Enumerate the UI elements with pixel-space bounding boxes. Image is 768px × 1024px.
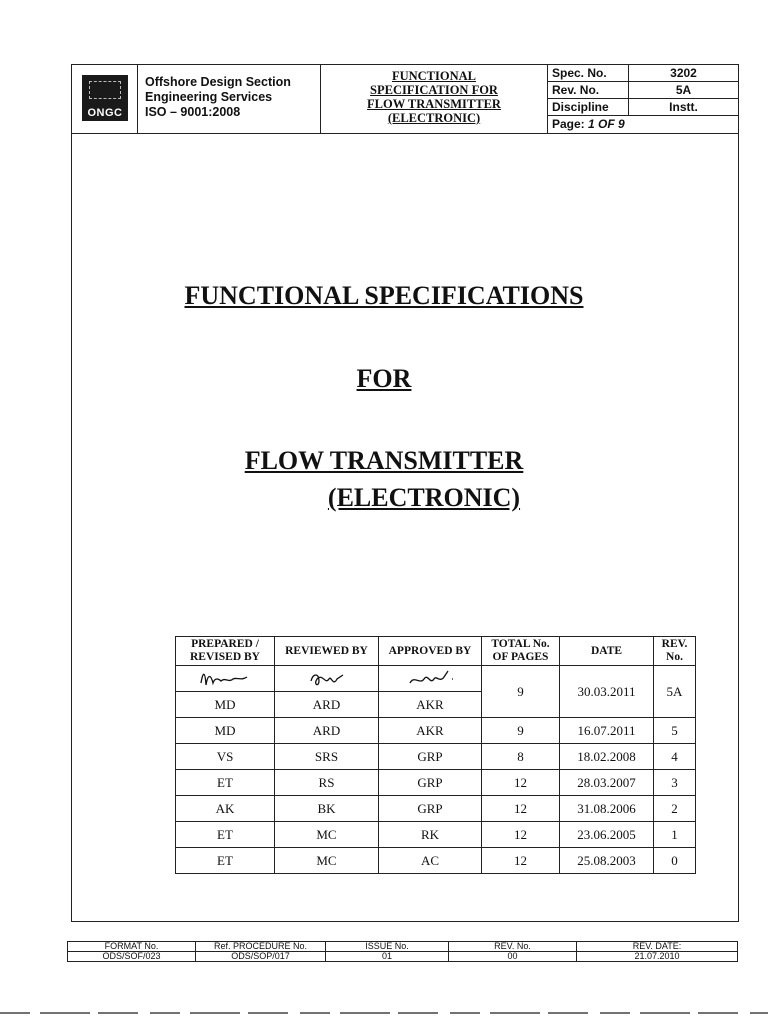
meta-value: 5A <box>629 82 739 99</box>
table-cell: 4 <box>654 744 696 770</box>
footer-label: REV. DATE: <box>577 942 738 952</box>
spec-meta-table <box>548 65 738 132</box>
footer-label: ISSUE No. <box>326 942 449 952</box>
logo-emblem-icon <box>89 81 121 99</box>
footer-value: 21.07.2010 <box>577 952 738 962</box>
logo-text: ONGC <box>87 107 123 119</box>
table-cell: ARD <box>275 692 379 718</box>
spec-meta-block <box>548 65 738 133</box>
signature-row <box>176 666 696 692</box>
col-header: APPROVED BY <box>379 637 482 666</box>
scan-edge-line <box>0 1012 768 1014</box>
table-cell: AKR <box>379 692 482 718</box>
table-row <box>176 744 696 770</box>
table-cell: 5 <box>654 718 696 744</box>
signature-cell <box>176 666 275 692</box>
footer-value-row <box>68 952 738 962</box>
table-row <box>176 822 696 848</box>
table-cell: 9 <box>482 718 560 744</box>
footer-format-table <box>67 941 738 962</box>
table-cell: AK <box>176 796 275 822</box>
page-indicator <box>548 116 738 133</box>
main-title-line-2: FOR <box>356 364 412 393</box>
signature-reviewed <box>297 667 357 691</box>
org-line: Engineering Services <box>145 90 273 104</box>
table-cell: 30.03.2011 <box>560 666 654 718</box>
table-cell: 1 <box>654 822 696 848</box>
meta-row <box>548 82 738 99</box>
table-cell: 31.08.2006 <box>560 796 654 822</box>
header-title-line: SPECIFICATION FOR <box>370 83 498 97</box>
meta-label: Discipline <box>548 99 629 116</box>
table-row <box>176 848 696 874</box>
ongc-logo <box>82 75 128 121</box>
table-cell: 12 <box>482 770 560 796</box>
org-line: Offshore Design Section <box>145 75 291 89</box>
main-title-line-3: FLOW TRANSMITTER <box>244 446 524 475</box>
table-cell: BK <box>275 796 379 822</box>
col-header: DATE <box>560 637 654 666</box>
meta-value: Instt. <box>629 99 739 116</box>
document-header <box>72 65 738 134</box>
table-cell: MC <box>275 848 379 874</box>
table-cell: ET <box>176 822 275 848</box>
table-cell: 12 <box>482 822 560 848</box>
table-cell: AC <box>379 848 482 874</box>
table-cell: 9 <box>482 666 560 718</box>
table-cell: 18.02.2008 <box>560 744 654 770</box>
table-row <box>176 770 696 796</box>
meta-label: Page: <box>552 116 585 131</box>
organization-block <box>145 75 291 120</box>
table-cell: ET <box>176 770 275 796</box>
table-cell: 28.03.2007 <box>560 770 654 796</box>
page-value: 1 OF 9 <box>588 116 625 131</box>
signature-cell <box>379 666 482 692</box>
table-cell: MD <box>176 692 275 718</box>
main-title-line-4: (ELECTRONIC) <box>327 483 521 512</box>
header-title-line: (ELECTRONIC) <box>387 111 481 125</box>
col-header: TOTAL No. OF PAGES <box>482 637 560 666</box>
table-cell: GRP <box>379 796 482 822</box>
table-cell: ET <box>176 848 275 874</box>
revision-header-row <box>176 637 696 666</box>
table-cell: MD <box>176 718 275 744</box>
footer-label: FORMAT No. <box>68 942 196 952</box>
table-cell: 3 <box>654 770 696 796</box>
footer-value: 00 <box>449 952 577 962</box>
table-cell: 8 <box>482 744 560 770</box>
signature-cell <box>275 666 379 692</box>
table-cell: VS <box>176 744 275 770</box>
table-cell: 12 <box>482 796 560 822</box>
table-row <box>176 796 696 822</box>
org-line: ISO – 9001:2008 <box>145 105 241 119</box>
table-row <box>176 718 696 744</box>
footer-value: ODS/SOP/017 <box>196 952 326 962</box>
footer-label: REV. No. <box>449 942 577 952</box>
main-title-line-1: FUNCTIONAL SPECIFICATIONS <box>184 281 584 310</box>
table-cell: 16.07.2011 <box>560 718 654 744</box>
table-cell: GRP <box>379 770 482 796</box>
table-cell: RS <box>275 770 379 796</box>
signature-prepared <box>195 667 255 691</box>
col-header: PREPARED / REVISED BY <box>176 637 275 666</box>
table-cell: 12 <box>482 848 560 874</box>
header-doc-title <box>320 65 548 133</box>
table-cell: 2 <box>654 796 696 822</box>
table-cell: SRS <box>275 744 379 770</box>
revision-table <box>175 636 696 874</box>
meta-label: Spec. No. <box>548 65 629 82</box>
table-cell: RK <box>379 822 482 848</box>
table-cell: GRP <box>379 744 482 770</box>
meta-row <box>548 116 738 133</box>
meta-label: Rev. No. <box>548 82 629 99</box>
table-cell: AKR <box>379 718 482 744</box>
col-header: REVIEWED BY <box>275 637 379 666</box>
table-cell: 0 <box>654 848 696 874</box>
signature-approved <box>400 667 460 691</box>
footer-header-row <box>68 942 738 952</box>
meta-row <box>548 99 738 116</box>
header-title-line: FLOW TRANSMITTER <box>367 97 501 111</box>
table-cell: 25.08.2003 <box>560 848 654 874</box>
meta-value: 3202 <box>629 65 739 82</box>
logo-cell <box>72 65 138 133</box>
table-cell: 23.06.2005 <box>560 822 654 848</box>
header-title-line: FUNCTIONAL <box>391 69 477 83</box>
meta-row <box>548 65 738 82</box>
table-cell: MC <box>275 822 379 848</box>
footer-value: ODS/SOF/023 <box>68 952 196 962</box>
footer-value: 01 <box>326 952 449 962</box>
table-cell: 5A <box>654 666 696 718</box>
footer-label: Ref. PROCEDURE No. <box>196 942 326 952</box>
col-header: REV. No. <box>654 637 696 666</box>
table-cell: ARD <box>275 718 379 744</box>
